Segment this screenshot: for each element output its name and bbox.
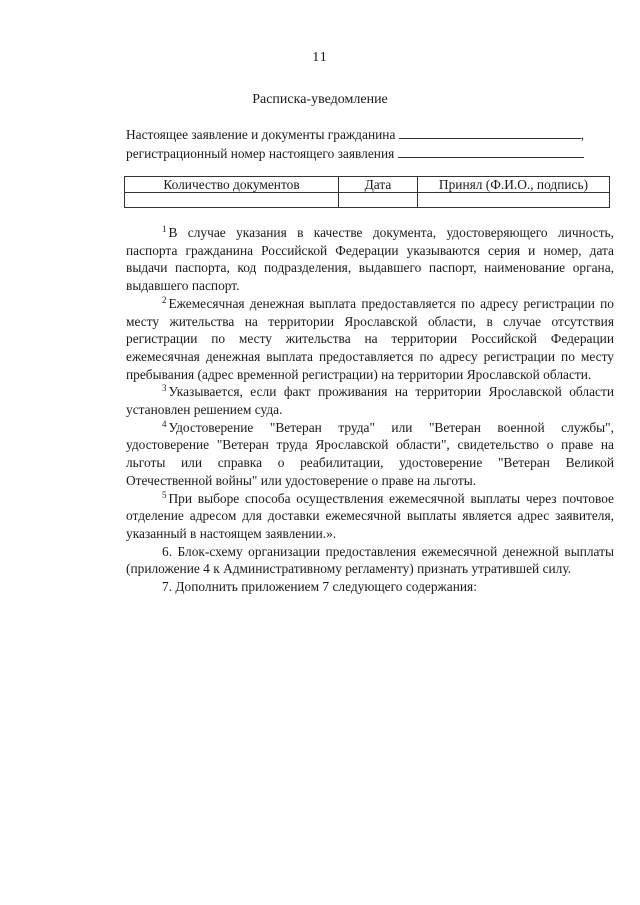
header-received-by: Принял (Ф.И.О., подпись) [418,177,610,193]
footnote-3-number: 3 [162,383,167,394]
footnote-3-text: Указывается, если факт проживания на территории Ярославской области установлен решением суда. [126,384,614,418]
applicant-line [126,126,626,143]
registration-line [126,145,626,162]
footnote-4-text: Удостоверение "Ветеран труда" или "Ветеран военной службы", удостоверение "Ветеран труда Ярославской области", свидетельство о праве на льготы или справка о реабилитации, удостоверение "Ветеран Великой Отечественной войны" или удостоверение о праве на льготы. [126,419,614,488]
footnote-2 [126,295,614,384]
footnote-1-text: В случае указания в качестве документа, удостоверяющего личность, паспорта гражданина Российской Федерации указываются серия и номер, дата выдачи паспорта, код подразделения, выдавшего паспорт, наименование органа, выдавшего паспорт. [126,225,614,294]
cell-documents-count[interactable] [125,193,339,208]
receipt-table [124,176,610,208]
header-date: Дата [339,177,418,193]
page-number: 11 [312,50,328,65]
footnote-2-number: 2 [162,294,167,305]
registration-label: регистрационный номер настоящего заявления [126,146,395,161]
footnote-4-number: 4 [162,418,167,429]
cell-received-by[interactable] [418,193,610,208]
receipt-table-empty-row [125,193,610,208]
applicant-name-blank[interactable] [399,126,581,139]
applicant-line-end: , [580,127,585,142]
footnote-5-number: 5 [162,489,167,500]
registration-number-blank[interactable] [398,145,584,158]
cell-date[interactable] [339,193,418,208]
footnote-2-text: Ежемесячная денежная выплата предоставляется по адресу регистрации по месту жительства на территории Ярославской области, в случае отсутствия регистрации по месту жительства на территории Российской Федерации ежемесячная денежная выплата предоставляется по адресу регистрации по месту пребывания (адрес временной регистрации) на территории Ярославской области. [126,295,614,382]
item-6: 6. Блок-схему организации предоставления ежемесячной денежной выплаты (приложение 4 к Административному регламенту) признать утратившей силу. [126,543,614,577]
footnote-1-number: 1 [162,224,167,234]
footnote-4 [126,419,614,490]
document-title: Расписка-уведомление [252,92,388,107]
footnote-5 [126,490,614,543]
footnote-3 [126,383,614,418]
item-7: 7. Дополнить приложением 7 следующего содержания: [162,579,477,595]
footnote-1 [126,224,614,295]
footnote-5-text: При выборе способа осуществления ежемесячной выплаты через почтовое отделение адресом для доставки ежемесячной выплаты является адрес заявителя, указанный в настоящем заявлении.». [126,490,614,541]
header-documents-count: Количество документов [125,177,339,193]
receipt-table-header-row [125,177,610,193]
document-body [126,224,614,596]
applicant-label: Настоящее заявление и документы гражданина [126,127,396,142]
